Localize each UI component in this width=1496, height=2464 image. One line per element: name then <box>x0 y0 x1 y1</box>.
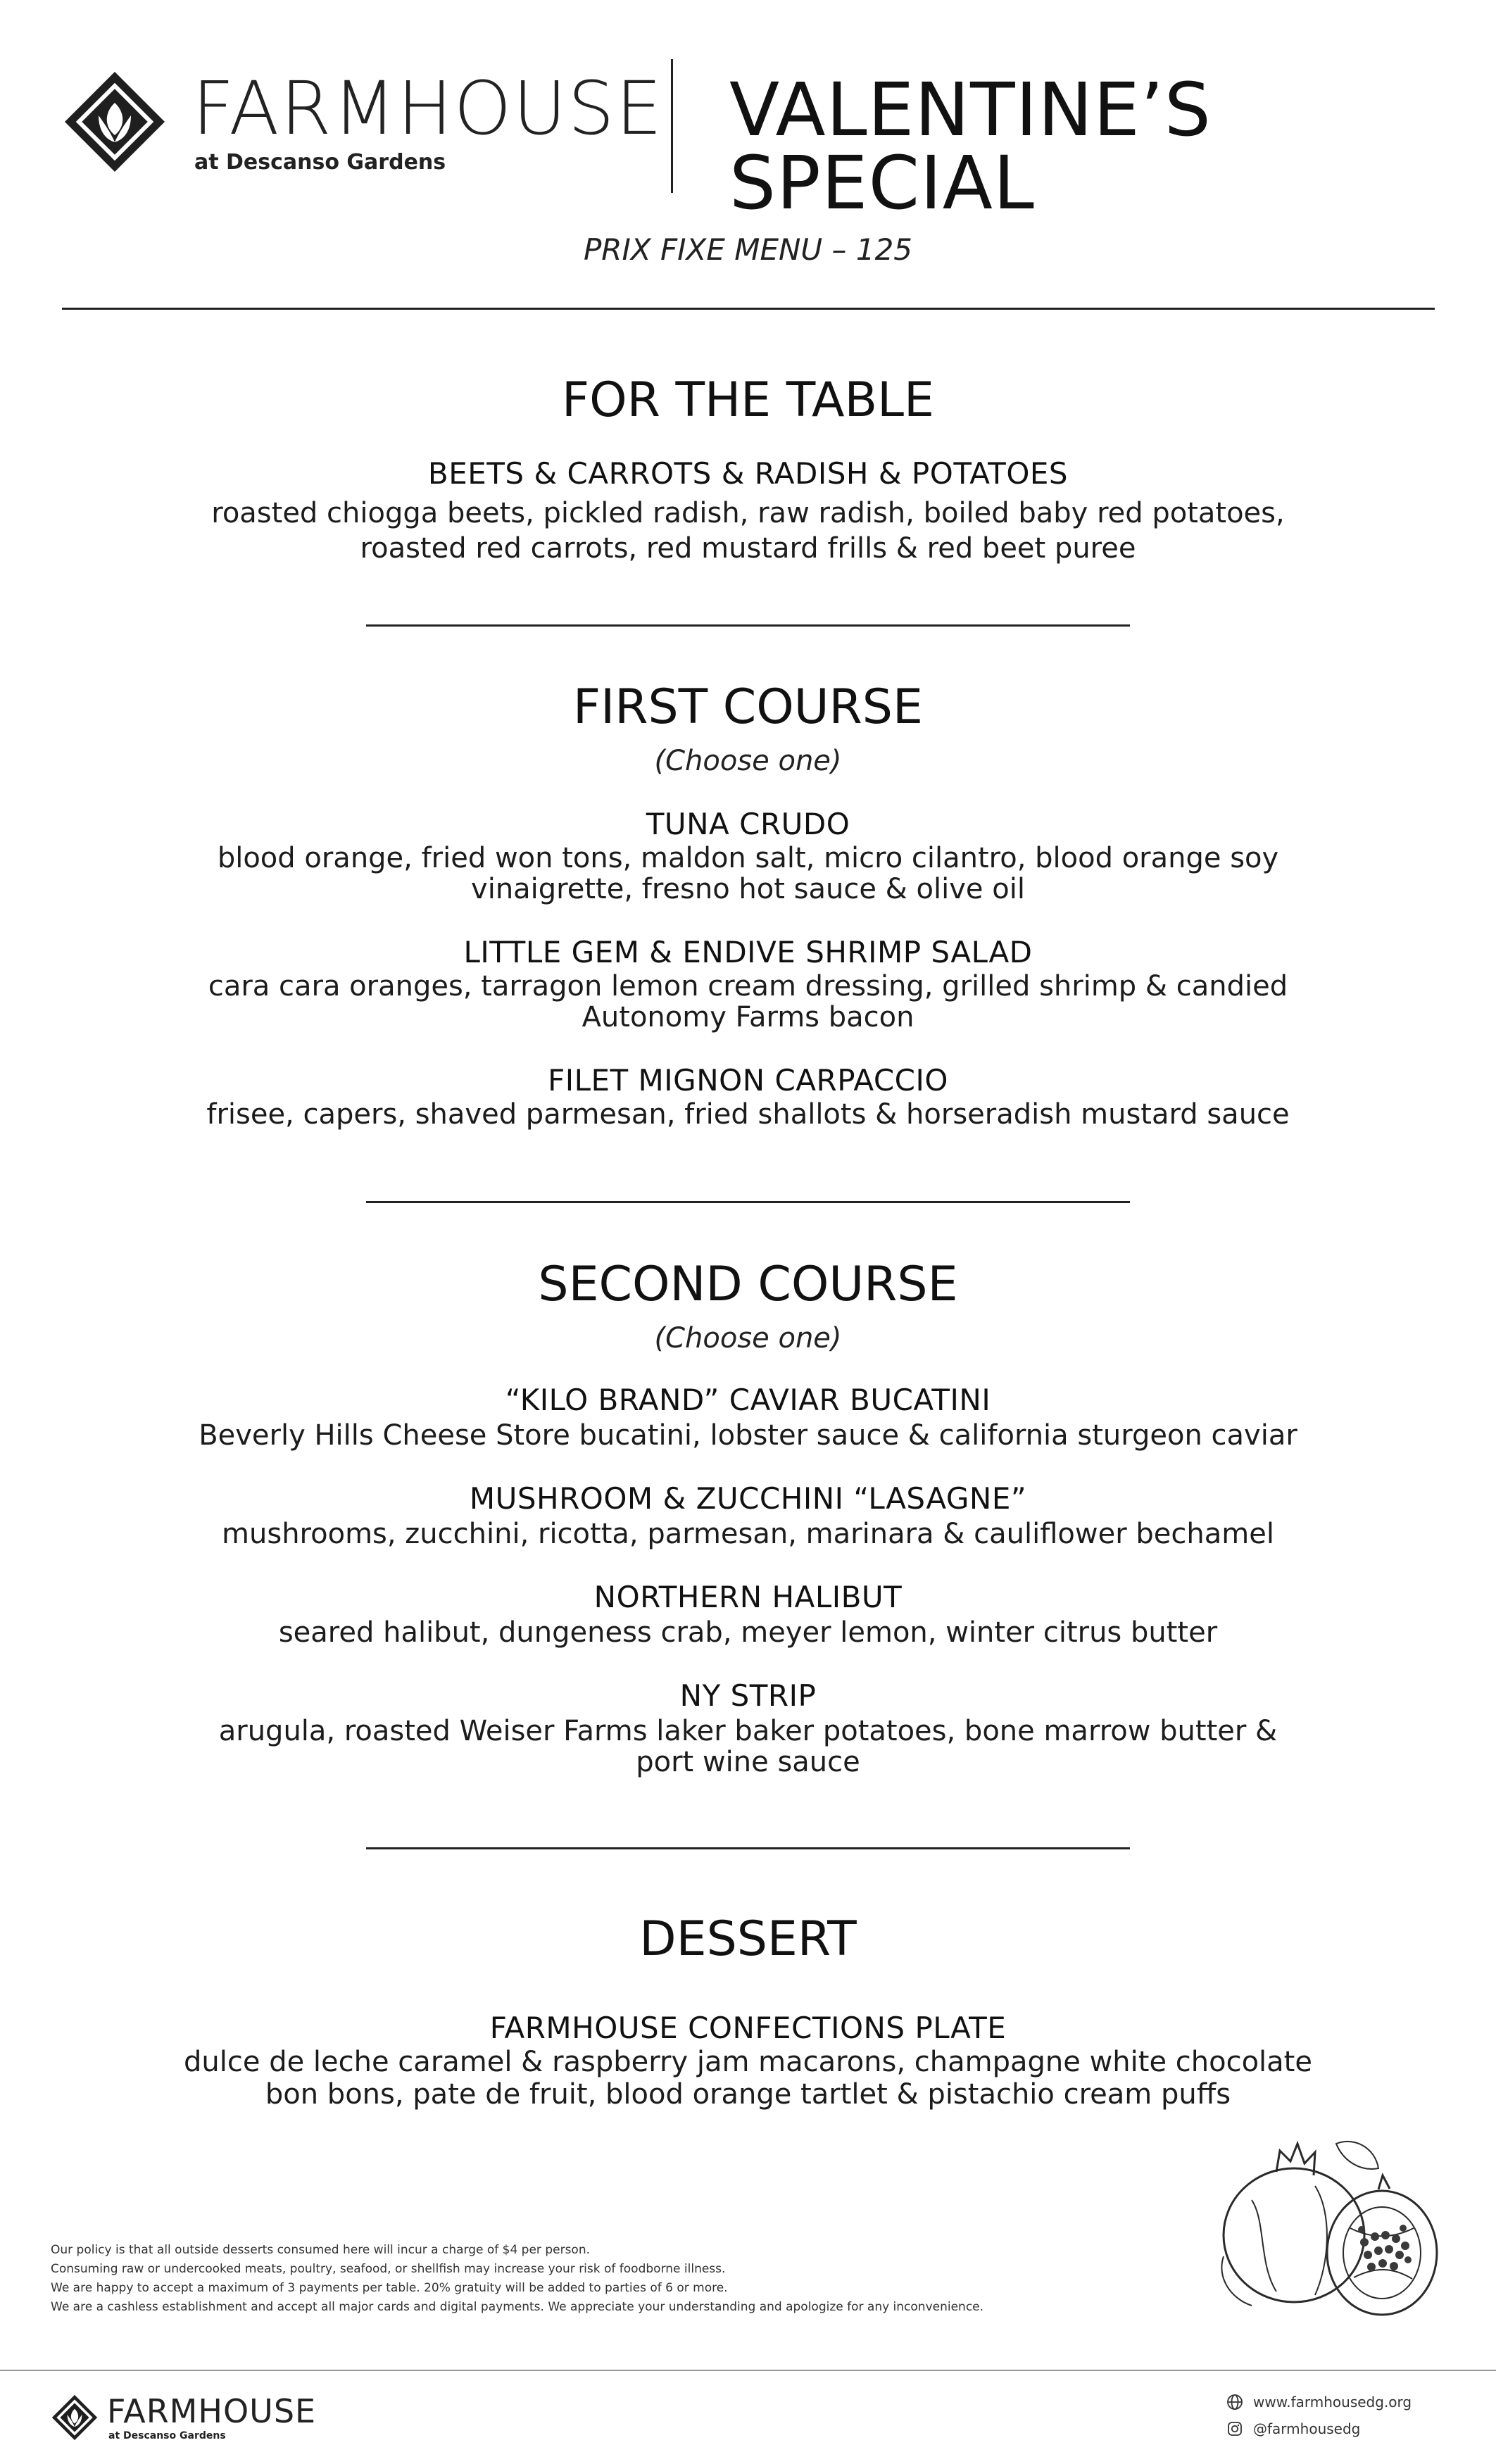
dish-name: NORTHERN HALIBUT <box>593 1580 903 1614</box>
section-title-first-course: FIRST COURSE <box>573 679 923 735</box>
dish-description: seared halibut, dungeness crab, meyer lemon, winter citrus butter <box>278 1616 1218 1649</box>
dish-description: Beverly Hills Cheese Store bucatini, lobster sauce & california sturgeon caviar <box>199 1419 1297 1452</box>
dish-name: BEETS & CARROTS & RADISH & POTATOES <box>427 456 1069 491</box>
section-title-second-course: SECOND COURSE <box>538 1257 958 1312</box>
footer-divider <box>0 2370 1496 2371</box>
dish-description: roasted chiogga beets, pickled radish, raw radish, boiled baby red potatoes, <box>211 497 1285 529</box>
pomegranate-illustration-icon <box>1209 2116 1442 2327</box>
prix-fixe-label: PRIX FIXE MENU – 125 <box>583 232 913 267</box>
section-divider <box>366 1847 1130 1849</box>
policy-line: Our policy is that all outside desserts consumed here will incur a charge of $4 per person. <box>51 2243 591 2257</box>
farmhouse-logo-icon <box>62 69 168 175</box>
dish-description: port wine sauce <box>636 1746 860 1778</box>
website-text: www.farmhousedg.org <box>1253 2394 1412 2410</box>
dish-name: MUSHROOM & ZUCCHINI “LASAGNE” <box>469 1481 1027 1516</box>
dish-description: cara cara oranges, tarragon lemon cream dressing, grilled shrimp & candied <box>208 970 1288 1002</box>
footer-brand-name: FARMHOUSE <box>107 2392 317 2430</box>
dish-description: mushrooms, zucchini, ricotta, parmesan, marinara & cauliflower bechamel <box>222 1518 1274 1550</box>
page-title: VALENTINE’S SPECIAL <box>729 67 1212 226</box>
brand-subtitle: at Descanso Gardens <box>194 150 446 175</box>
dish-name: TUNA CRUDO <box>646 807 850 841</box>
globe-icon <box>1226 2394 1243 2410</box>
footer-brand-subtitle: at Descanso Gardens <box>108 2430 226 2441</box>
dish-name: “KILO BRAND” CAVIAR BUCATINI <box>505 1383 991 1417</box>
dish-name: FARMHOUSE CONFECTIONS PLATE <box>489 2011 1007 2045</box>
dish-description: frisee, capers, shaved parmesan, fried shallots & horseradish mustard sauce <box>206 1098 1290 1131</box>
farmhouse-logo-icon <box>51 2394 99 2441</box>
policy-line: Consuming raw or undercooked meats, poultry, seafood, or shellfish may increase your risk of foodborne illness. <box>51 2262 726 2276</box>
top-divider <box>62 308 1435 310</box>
section-divider <box>366 624 1130 627</box>
dish-name: LITTLE GEM & ENDIVE SHRIMP SALAD <box>463 935 1033 969</box>
instagram-text: @farmhousedg <box>1253 2420 1361 2437</box>
section-title-for-the-table: FOR THE TABLE <box>561 372 935 428</box>
policy-line: We are happy to accept a maximum of 3 payments per table. 20% gratuity will be added to parties of 6 or more. <box>51 2281 728 2295</box>
dish-name: NY STRIP <box>679 1678 817 1713</box>
section-divider <box>366 1201 1130 1203</box>
header-divider <box>671 59 673 193</box>
dish-description: Autonomy Farms bacon <box>582 1001 914 1033</box>
instagram-link[interactable] <box>1226 2420 1360 2437</box>
choose-one-note: (Choose one) <box>654 1322 842 1354</box>
policy-notes <box>51 2241 1142 2317</box>
dish-description: bon bons, pate de fruit, blood orange tartlet & pistachio cream puffs <box>265 2078 1231 2111</box>
choose-one-note: (Choose one) <box>654 745 842 777</box>
dish-description: roasted red carrots, red mustard frills & red beet puree <box>360 532 1136 565</box>
dish-description: arugula, roasted Weiser Farms laker baker potatoes, bone marrow butter & <box>218 1715 1278 1747</box>
dish-name: FILET MIGNON CARPACCIO <box>548 1063 948 1098</box>
section-title-dessert: DESSERT <box>639 1911 857 1967</box>
brand-name: FARMHOUSE <box>192 65 664 151</box>
dish-description: blood orange, fried won tons, maldon salt, micro cilantro, blood orange soy <box>217 842 1279 874</box>
policy-line: We are a cashless establishment and accept all major cards and digital payments. We appreciate your understanding and apologize for any inconvenience. <box>51 2300 984 2314</box>
instagram-icon <box>1226 2420 1243 2437</box>
dish-description: dulce de leche caramel & raspberry jam macarons, champagne white chocolate <box>184 2046 1312 2078</box>
dish-description: vinaigrette, fresno hot sauce & olive oil <box>471 873 1025 905</box>
website-link[interactable] <box>1226 2394 1412 2410</box>
